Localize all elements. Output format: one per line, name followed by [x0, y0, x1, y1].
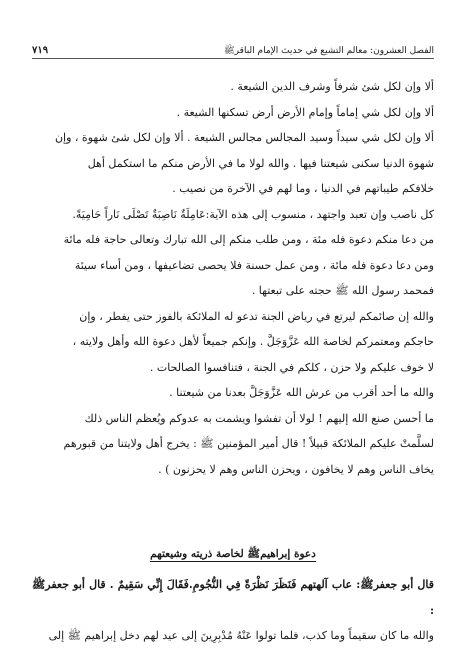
text-line: قال أبو جعفرﷺ: عاب آلهتهم فَنَظَرَ نَظْرَةً فِي النُّجُومِ.فَقَالَ إِنِّي سَقِيمٌ . قال أبو جعفرﷺ : — [32, 578, 434, 617]
text-line: حاجكم ومعتمركم لخاصة الله عَزَّوَجَلَّ . وإنكم جميعاً لأهل دعوة الله وأهل ولايته ، — [72, 335, 434, 348]
text-line: والله ما أحد أقرب من عرش الله عَزَّوَجَلَّ بعدنا من شيعتنا . — [169, 386, 434, 399]
section-body — [32, 572, 434, 649]
page-number: ٧١٩ — [32, 45, 49, 56]
chapter-title: الفصل العشرون: معالم التشيع في حديث الإمام الباقرﷺ — [223, 46, 434, 56]
running-header — [32, 42, 434, 59]
section-heading — [32, 548, 434, 563]
text-line: لسلَّمتْ عليكم الملائكة قبيلاً ! قال أمير المؤمنين ﷺ : يخرج أهل ولايتنا من قبورهم — [63, 437, 434, 450]
text-line: كل ناصب وإن تعبد واجتهد ، منسوب إلى هذه الآية:عَامِلَةٌ نَاصِبَةٌ تَصْلَى نَاراً حَامِيَةً. — [72, 207, 434, 221]
text-line: ألا وإن لكل شئ شرفاً وشرف الدين الشيعة . — [230, 80, 434, 93]
text-line: لا خوف عليكم ولا حزن ، كلكم في الجنة ، فتنافسوا الصالحات . — [149, 360, 434, 374]
text-line: ومن دعا دعوة فله مائة ، ومن عمل حسنة فلا يحصى تضاعيفها ، ومن أساء سيئة — [74, 258, 434, 272]
text-line: ألا وإن لكل شي إماماً وإمام الأرض أرض تسكنها الشيعة . — [176, 105, 434, 119]
text-line: والله إن صائمكم ليرتع في رياض الجنة تدعو له الملائكة بالفوز حتى يفطر ، وإن — [79, 309, 434, 323]
body-text — [32, 74, 434, 482]
text-line: شهوة الدنيا سكنى شيعتنا فيها . والله لولا ما في الأرض منكم ما استكمل أهل — [87, 156, 434, 170]
text-line: فمحمد رسول الله ﷺ حجته على تبعتها . — [251, 284, 434, 297]
text-line: ألا وإن لكل شي سيداً وسيد المجالس مجالس الشيعة . ألا وإن لكل شئ شهوة ، وإن — [54, 131, 434, 144]
text-line: من دعا منكم دعوة فله مئة ، ومن طلب منكم إلى الله تبارك وتعالى حاجة فله مائة — [63, 233, 434, 246]
text-line: خلافكم طيباتهم في الدنيا ، وما لهم في الآخرة من نصيب . — [172, 182, 434, 195]
text-line: يخاف الناس وهم لا يخافون ، ويحزن الناس وهم لا يحزنون ) . — [158, 462, 434, 476]
section-heading-text: دعوة إبراهيمﷺ لخاصة ذريته وشيعتهم — [150, 548, 316, 560]
text-line: والله ما كان سقيماً وما كذب، فلما تولوا عَنْهُ مُدْبِرِينَ إلى عيد لهم دخل إبراهيم ﷺ إلى — [48, 629, 434, 642]
text-line: ما أحسن صنع الله إليهم ! لولا أن تفشوا ويشمت به عدوكم ويُعظم الناس ذلك — [84, 411, 434, 425]
